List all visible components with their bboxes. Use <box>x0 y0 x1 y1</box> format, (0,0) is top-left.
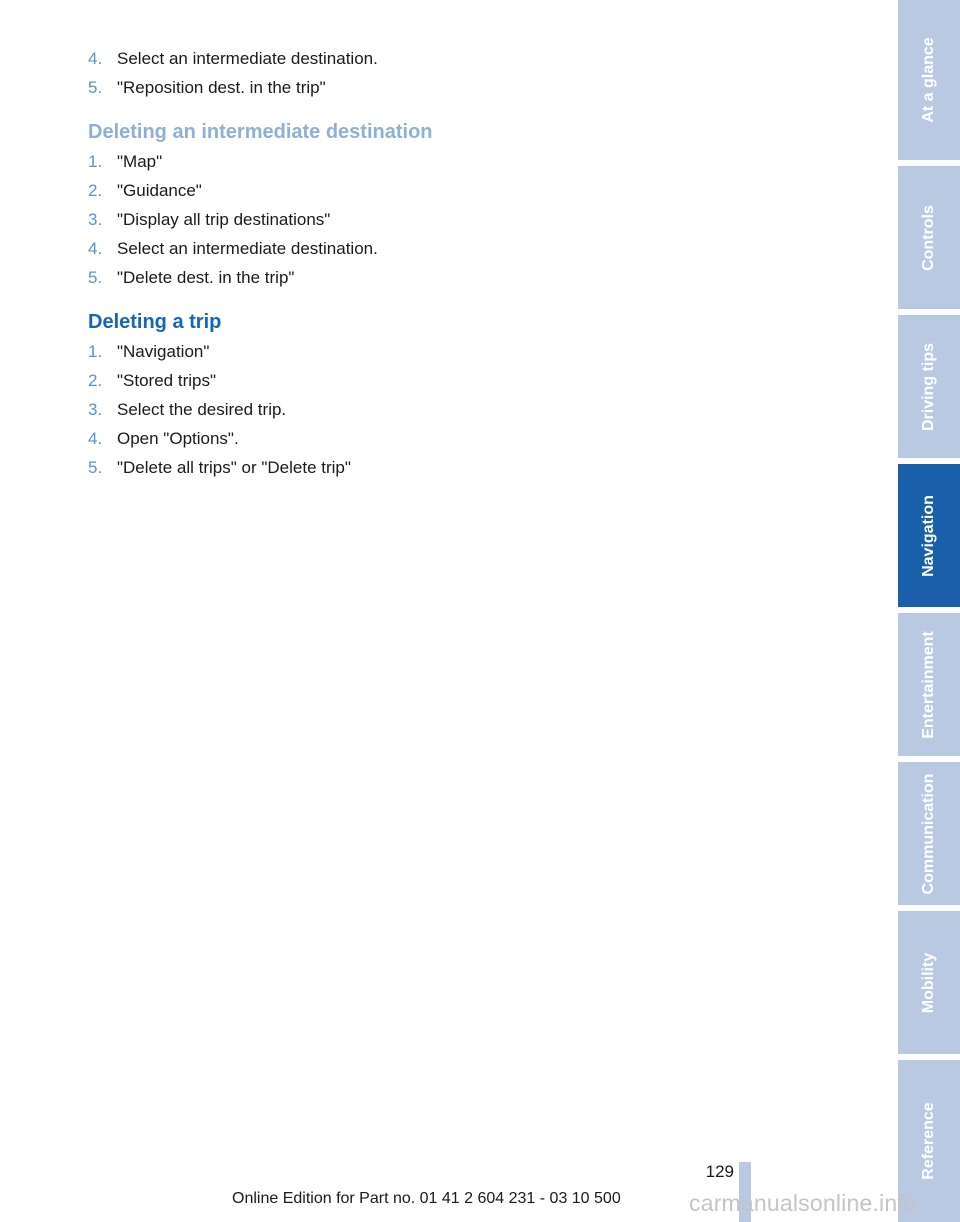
step-text: "Delete dest. in the trip" <box>117 268 295 287</box>
tab-navigation[interactable] <box>898 464 960 607</box>
step-text: "Display all trip destinations" <box>117 210 331 229</box>
step-item <box>88 456 351 480</box>
step-text: "Delete all trips" or "Delete trip" <box>117 458 351 477</box>
step-item <box>88 427 239 451</box>
step-item <box>88 266 294 290</box>
step-number: 4. <box>88 429 103 448</box>
step-number: 1. <box>88 152 103 171</box>
tab-label: Mobility <box>920 952 937 1013</box>
step-number: 5. <box>88 78 103 97</box>
step-text: "Stored trips" <box>117 371 216 390</box>
tab-controls[interactable] <box>898 166 960 309</box>
tab-communication[interactable] <box>898 762 960 905</box>
step-text: "Navigation" <box>117 342 210 361</box>
step-item <box>88 237 378 261</box>
step-number: 3. <box>88 210 103 229</box>
tab-at-a-glance[interactable] <box>898 0 960 160</box>
step-text: "Reposition dest. in the trip" <box>117 78 326 97</box>
tab-label: Entertainment <box>920 630 937 739</box>
step-item <box>88 179 202 203</box>
tab-label: Driving tips <box>920 342 937 431</box>
step-item <box>88 369 216 393</box>
edition-footer: Online Edition for Part no. 01 41 2 604 231 - 03 10 500 <box>232 1190 621 1207</box>
step-item <box>88 150 162 174</box>
step-text: Select the desired trip. <box>117 400 287 419</box>
step-number: 2. <box>88 181 103 200</box>
step-text: "Guidance" <box>117 181 202 200</box>
page-number: 129 <box>705 1162 734 1181</box>
tab-entertainment[interactable] <box>898 613 960 756</box>
section-heading-delete-intermediate: Deleting an intermediate destination <box>88 121 433 143</box>
step-item <box>88 47 378 71</box>
step-number: 2. <box>88 371 103 390</box>
step-item <box>88 398 286 422</box>
step-text: Select an intermediate destination. <box>117 49 378 68</box>
step-item <box>88 208 330 232</box>
step-item <box>88 76 326 100</box>
tab-driving-tips[interactable] <box>898 315 960 458</box>
tab-label: Controls <box>920 204 937 271</box>
step-item <box>88 340 209 364</box>
watermark: carmanualsonline.info <box>689 1190 917 1216</box>
step-text: "Map" <box>117 152 163 171</box>
tab-label: Navigation <box>920 494 937 577</box>
tab-mobility[interactable] <box>898 911 960 1054</box>
step-number: 4. <box>88 239 103 258</box>
tab-label: Communication <box>920 773 937 894</box>
tab-label: Reference <box>920 1102 937 1180</box>
step-text: Open "Options". <box>117 429 239 448</box>
section-heading-delete-trip: Deleting a trip <box>88 311 222 333</box>
chapter-tab-bar <box>898 0 960 1222</box>
step-number: 1. <box>88 342 103 361</box>
step-number: 5. <box>88 268 103 287</box>
step-number: 4. <box>88 49 103 68</box>
step-text: Select an intermediate destination. <box>117 239 378 258</box>
tab-label: At a glance <box>920 37 937 123</box>
step-number: 5. <box>88 458 103 477</box>
step-number: 3. <box>88 400 103 419</box>
